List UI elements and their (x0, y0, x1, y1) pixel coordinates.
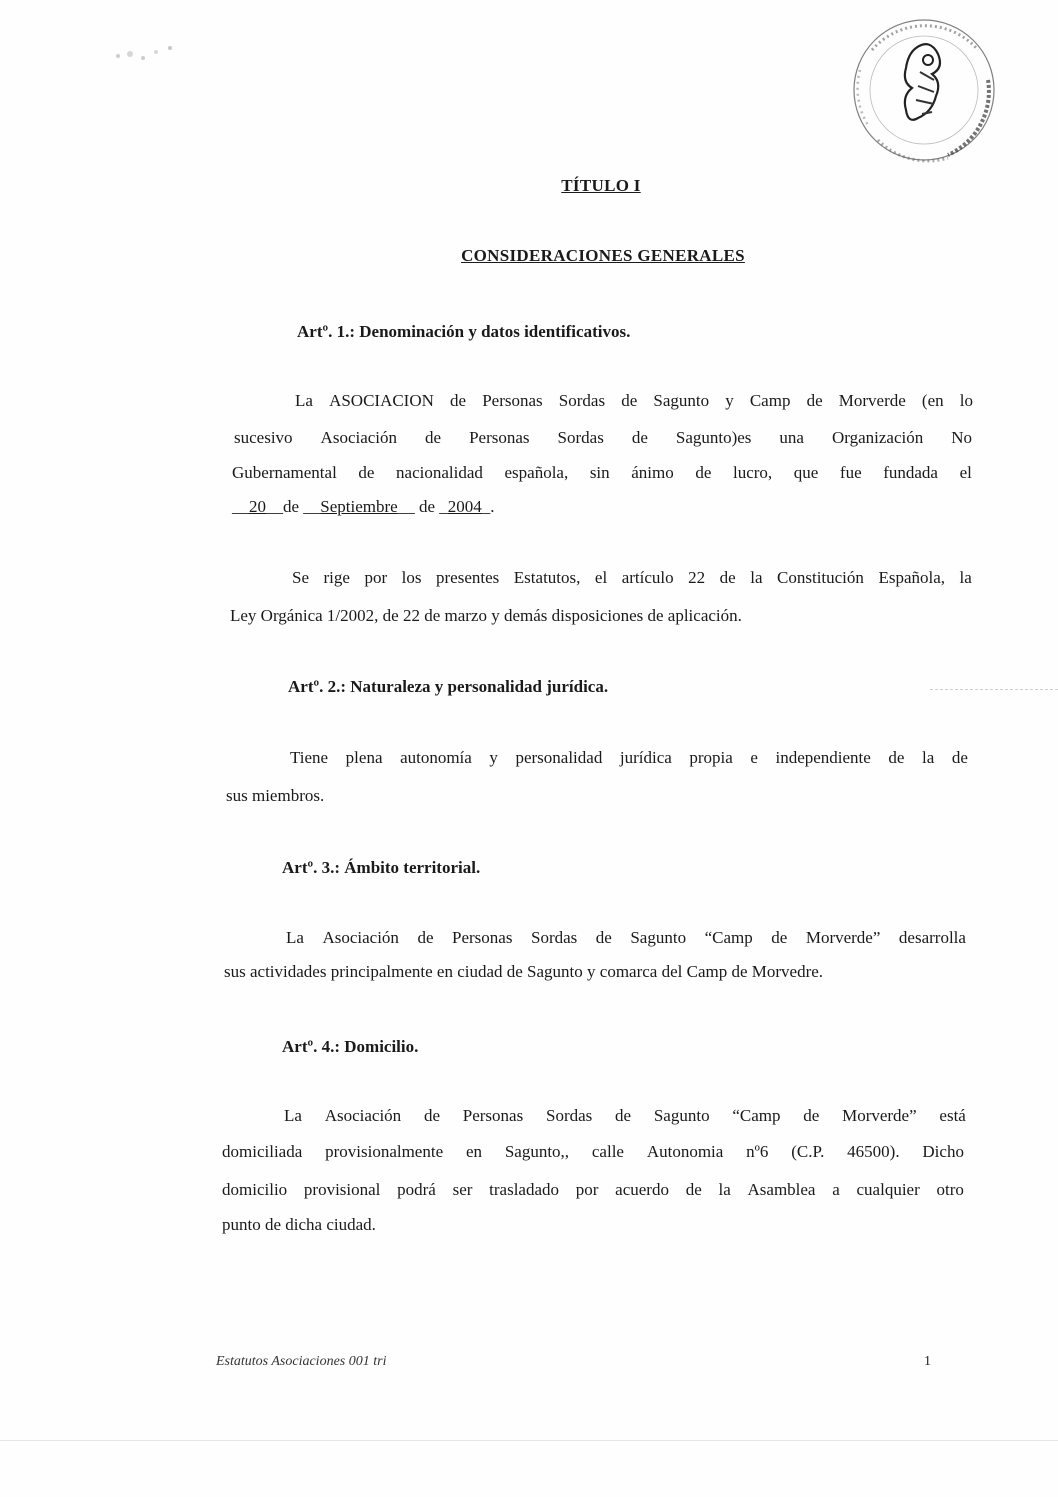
word: La (286, 928, 304, 947)
article-1-founding-date-line (232, 497, 495, 517)
word: “Camp (704, 928, 753, 947)
word: está (939, 1106, 966, 1125)
word: española, (504, 463, 569, 482)
word: rige (323, 568, 350, 587)
word: Sagunto)es (675, 428, 752, 447)
word: Sordas (557, 428, 604, 447)
article-2-line-2: sus miembros. (226, 786, 325, 805)
word: la (959, 568, 972, 587)
word: de (595, 928, 612, 947)
article-1-p1-line-3 (232, 463, 972, 483)
date-blank-mid2: __ de _ (397, 497, 448, 516)
word: Autonomia (646, 1142, 724, 1161)
word: de (695, 463, 712, 482)
word: de (888, 748, 905, 767)
word: Dicho (922, 1142, 964, 1161)
word: de (450, 391, 467, 410)
word: domicilio (222, 1180, 288, 1199)
date-blank-pre: __ (232, 497, 249, 516)
date-blank-mid1: __de __ (266, 497, 321, 516)
article-3-heading: Artº. 3.: Ámbito territorial. (282, 858, 481, 877)
word: Asociación (320, 428, 398, 447)
word: de (425, 428, 442, 447)
word: Organización (831, 428, 924, 447)
word: de (803, 1106, 820, 1125)
word: el (594, 568, 608, 587)
word: nº6 (746, 1142, 769, 1161)
word: de (951, 748, 968, 767)
article-1-p2-line-2: Ley Orgánica 1/2002, de 22 de marzo y demás disposiciones de aplicación. (230, 606, 742, 625)
footer-page-number: 1 (924, 1354, 931, 1369)
word: Constitución (777, 568, 864, 587)
word: La (284, 1106, 302, 1125)
article-3-line-1 (286, 928, 966, 948)
article-1-p2-line-1 (292, 568, 972, 588)
word: otro (936, 1180, 964, 1199)
word: de (621, 391, 638, 410)
word: Gubernamental (232, 463, 337, 482)
word: nacionalidad (396, 463, 483, 482)
word: de (685, 1180, 702, 1199)
word: e (750, 748, 758, 767)
word: lo (959, 391, 973, 410)
scan-speck-marks (110, 42, 190, 72)
word: la (750, 568, 763, 587)
word: jurídica (619, 748, 672, 767)
word: Sagunto (630, 928, 687, 947)
word: Personas (462, 1106, 524, 1125)
word: en (465, 1142, 482, 1161)
word: personalidad (515, 748, 603, 767)
word: Morverde (838, 391, 906, 410)
word: podrá (397, 1180, 436, 1199)
word: desarrolla (898, 928, 966, 947)
word: calle (591, 1142, 624, 1161)
word: Personas (469, 428, 530, 447)
word: ánimo (631, 463, 674, 482)
word: Personas (482, 391, 543, 410)
article-4-line-1 (284, 1106, 966, 1126)
word: los (401, 568, 422, 587)
word: provisional (303, 1180, 381, 1199)
word: lucro, (732, 463, 773, 482)
word: (en (921, 391, 944, 410)
word: ser (452, 1180, 473, 1199)
word: de (719, 568, 736, 587)
word: artículo (621, 568, 674, 587)
word: Sagunto (653, 391, 710, 410)
founding-year: 2004 (447, 497, 482, 516)
word: fue (839, 463, 862, 482)
word: autonomía (400, 748, 472, 767)
word: Se (292, 568, 309, 587)
word: por (364, 568, 388, 587)
word: y (489, 748, 498, 767)
word: la (718, 1180, 731, 1199)
article-4-line-3 (222, 1180, 964, 1200)
word: Tiene (290, 748, 329, 767)
word: Morverde” (805, 928, 881, 947)
word: por (575, 1180, 599, 1199)
titulo-heading: TÍTULO I (561, 176, 641, 195)
word: de (423, 1106, 440, 1125)
association-seal-stamp (838, 10, 1000, 172)
word: de (631, 428, 648, 447)
date-blank-post: _. (481, 497, 495, 516)
word: el (959, 463, 972, 482)
word: cualquier (856, 1180, 920, 1199)
article-4-heading: Artº. 4.: Domicilio. (282, 1037, 419, 1056)
word: de (615, 1106, 632, 1125)
word: No (951, 428, 972, 447)
word: propia (689, 748, 733, 767)
word: 22 (688, 568, 706, 587)
word: Estatutos, (513, 568, 581, 587)
word: de (771, 928, 788, 947)
consideraciones-heading: CONSIDERACIONES GENERALES (461, 246, 745, 265)
word: de (358, 463, 375, 482)
article-1-p1-line-2 (234, 428, 972, 448)
word: (C.P. (791, 1142, 825, 1161)
word: Camp (749, 391, 791, 410)
word: Española, (878, 568, 946, 587)
article-3-line-2: sus actividades principalmente en ciudad de Sagunto y comarca del Camp de Morvedre. (224, 962, 824, 981)
word: trasladado (489, 1180, 560, 1199)
word: presentes (436, 568, 500, 587)
word: y (725, 391, 734, 410)
word: Asociación (322, 928, 399, 947)
word: la (922, 748, 935, 767)
word: acuerdo (615, 1180, 669, 1199)
word: Asamblea (747, 1180, 816, 1199)
word: Asociación (324, 1106, 402, 1125)
word: “Camp (732, 1106, 781, 1125)
word: Morverde” (842, 1106, 917, 1125)
word: que (793, 463, 819, 482)
word: La (295, 391, 313, 410)
article-4-line-4: punto de dicha ciudad. (222, 1215, 376, 1234)
article-4-line-2 (222, 1142, 964, 1162)
word: Sordas (545, 1106, 593, 1125)
article-1-heading: Artº. 1.: Denominación y datos identificativos. (297, 322, 631, 341)
word: de (806, 391, 823, 410)
word: Sordas (558, 391, 606, 410)
founding-day: 20 (249, 497, 266, 516)
word: sucesivo (234, 428, 293, 447)
word: ASOCIACION (329, 391, 434, 410)
word: a (832, 1180, 840, 1199)
footer-document-name: Estatutos Asociaciones 001 tri (216, 1354, 387, 1369)
scan-artifact-line (930, 689, 1058, 690)
word: 46500). (847, 1142, 900, 1161)
word: sin (589, 463, 610, 482)
word: Sagunto (653, 1106, 710, 1125)
word: de (417, 928, 434, 947)
word: fundada (883, 463, 938, 482)
article-2-line-1 (290, 748, 968, 768)
article-1-p1-line-1 (295, 391, 973, 411)
word: Personas (452, 928, 513, 947)
word: Sordas (530, 928, 578, 947)
article-2-heading: Artº. 2.: Naturaleza y personalidad jurídica. (288, 677, 609, 696)
scan-page-edge (0, 1440, 1058, 1441)
word: plena (345, 748, 383, 767)
founding-month: Septiembre (320, 497, 398, 516)
word: Sagunto,, (504, 1142, 570, 1161)
word: independiente (775, 748, 871, 767)
word: provisionalmente (325, 1142, 444, 1161)
word: domiciliada (222, 1142, 303, 1161)
word: una (779, 428, 804, 447)
